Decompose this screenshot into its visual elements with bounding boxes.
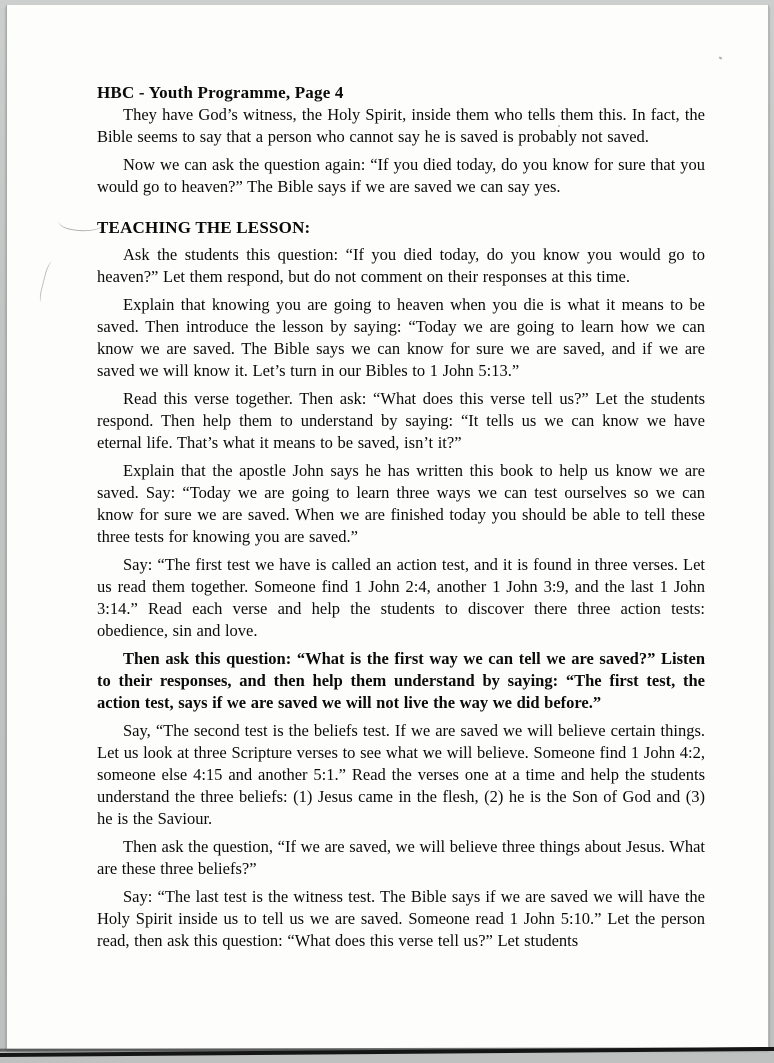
- lesson-paragraph-3: Read this verse together. Then ask: “What does this verse tell us?” Let the students respond. Then help them to understand by saying: “It tells us we can know we have eternal life. That’s what it means to be saved, isn’t it?”: [97, 389, 705, 452]
- scan-scratch-artifact: [38, 260, 59, 303]
- lesson-paragraph-1: Ask the students this question: “If you died today, do you know you would go to heaven?” Let them respond, but do not comment on their responses at this time.: [97, 245, 705, 286]
- lesson-paragraph-2: Explain that knowing you are going to heaven when you die is what it means to be saved. Then introduce the lesson by saying: “Today we are going to learn how we can know we are saved. The Bible says we can know for sure we are saved, and if we are saved we will know it. Let’s turn in our Bibles to 1 John 5:13.”: [97, 295, 705, 380]
- section-heading: TEACHING THE LESSON:: [97, 218, 311, 237]
- lesson-paragraph-9: Say: “The last test is the witness test. The Bible says if we are saved we will have the Holy Spirit inside us to tell us we are saved. Someone read 1 John 5:10.” Let the person read, then ask this question: “What does this verse tell us?” Let students: [97, 887, 705, 950]
- scan-speck-artifact: [719, 56, 723, 59]
- lesson-paragraph-5: Say: “The first test we have is called an action test, and it is found in three verses. Let us read them together. Someone find 1 John 2:4, another 1 John 3:9, and the last 1 John 3:14.” Read each verse and help the students to discover there three action tests: obedience, sin and love.: [97, 555, 705, 640]
- document-content: [97, 82, 705, 958]
- lesson-paragraph-4: Explain that the apostle John says he has written this book to help us know we are saved. Say: “Today we are going to learn three ways we can test ourselves so we can know for sure we are saved. When we are finished today you should be able to tell these three tests for knowing you are saved.”: [97, 461, 705, 546]
- document-page: [6, 5, 769, 1049]
- lesson-paragraph-8: Then ask the question, “If we are saved, we will believe three things about Jesus. What are these three beliefs?”: [97, 837, 705, 878]
- lesson-paragraph-7: Say, “The second test is the beliefs test. If we are saved we will believe certain things. Let us look at three Scripture verses to see what we will believe. Someone find 1 John 4:2, someone else 4:15 and another 5:1.” Read the verses one at a time and help the students understand the three beliefs: (1) Jesus came in the flesh, (2) he is the Son of God and (3) he is the Saviour.: [97, 721, 705, 828]
- intro-paragraph-1: They have God’s witness, the Holy Spirit, inside them who tells them this. In fact, the Bible seems to say that a person who cannot say he is saved is probably not saved.: [97, 105, 705, 146]
- page-header: HBC - Youth Programme, Page 4: [97, 83, 344, 102]
- lesson-paragraph-6-bold: Then ask this question: “What is the first way we can tell we are saved?” Listen to their responses, and then help them understand by saying: “The first test, the action test, says if we are saved we will not live the way we did before.”: [97, 649, 705, 712]
- intro-paragraph-2: Now we can ask the question again: “If you died today, do you know for sure that you would go to heaven?” The Bible says if we are saved we can say yes.: [97, 155, 705, 196]
